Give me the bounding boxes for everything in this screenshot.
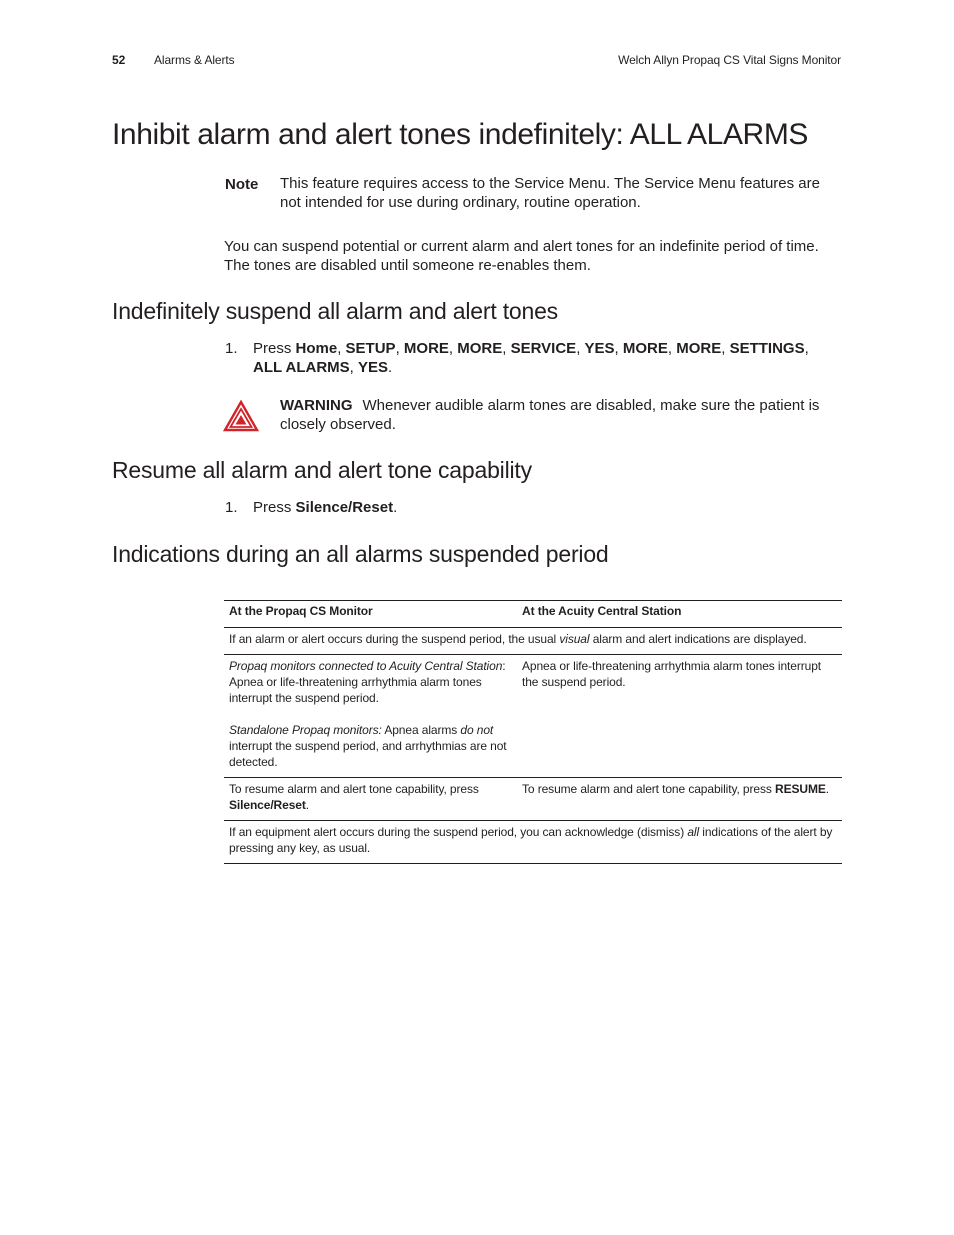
cell-text: To resume alarm and alert tone capability, press: [522, 782, 772, 796]
cell-emphasis: Propaq monitors connected to Acuity Central Station: [229, 659, 503, 673]
page-number: 52: [112, 53, 126, 67]
key-silence-reset: Silence/Reset: [295, 499, 394, 516]
table-cell: [224, 628, 842, 655]
cell-text: : Apnea or life-threatening arrhythmia alarm tones interrupt the suspend period.: [229, 659, 506, 705]
table-cell: Apnea or life-threatening arrhythmia alarm tones interrupt the suspend period.: [517, 655, 842, 778]
cell-text: If an equipment alert occurs during the suspend period, you can acknowledge (dismiss): [229, 825, 685, 839]
cell-emphasis: all: [687, 825, 700, 839]
note-text: This feature requires access to the Service Menu. The Service Menu features are not intended for use during ordinary, routine operation.: [280, 175, 820, 211]
indications-table: [224, 600, 842, 864]
key-resume: RESUME: [775, 782, 826, 796]
section-heading-suspend: Indefinitely suspend all alarm and alert tones: [112, 298, 558, 324]
step-body: Press Silence/Reset.: [253, 499, 398, 516]
column-header-central-station: At the Acuity Central Station: [517, 601, 842, 628]
step-resume: [225, 498, 825, 517]
cell-text: interrupt the suspend period, and arrhythmias are not detected.: [229, 739, 507, 769]
key-more: MORE: [676, 340, 722, 357]
warning-icon: [223, 400, 259, 432]
table-row: [224, 628, 842, 655]
warning-block: [280, 396, 840, 434]
product-name: Welch Allyn Propaq CS Vital Signs Monitor: [618, 53, 841, 67]
key-more: MORE: [403, 340, 449, 357]
section-heading-indications: Indications during an all alarms suspended period: [112, 541, 609, 567]
table-row: [224, 655, 842, 778]
key-setup: SETUP: [345, 340, 396, 357]
cell-text: alarm and alert indications are displayed.: [592, 632, 807, 646]
column-header-monitor: At the Propaq CS Monitor: [224, 601, 517, 628]
table-header-row: [224, 601, 842, 628]
section-name: Alarms & Alerts: [154, 53, 235, 67]
intro-paragraph: You can suspend potential or current alarm and alert tones for an indefinite period of time. The tones are disabled until someone re-enables them.: [224, 238, 819, 274]
table-cell: To resume alarm and alert tone capability, press Silence/Reset.: [224, 778, 517, 821]
cell-emphasis: do not: [460, 723, 494, 737]
warning-label: WARNING: [280, 397, 353, 414]
section-heading-resume: Resume all alarm and alert tone capability: [112, 457, 532, 483]
cell-text: If an alarm or alert occurs during the suspend period, the usual: [229, 632, 557, 646]
key-more: MORE: [457, 340, 503, 357]
cell-emphasis: Standalone Propaq monitors:: [229, 723, 382, 737]
cell-text: Apnea alarms: [384, 723, 458, 737]
step-number: 1.: [225, 340, 238, 357]
cell-emphasis: visual: [559, 632, 590, 646]
key-more: MORE: [622, 340, 668, 357]
key-silence-reset: Silence/Reset: [229, 798, 306, 812]
key-yes: YES: [584, 340, 615, 357]
step-prefix: Press: [253, 499, 292, 516]
page-title: Inhibit alarm and alert tones indefinitely: ALL ALARMS: [112, 118, 809, 151]
key-yes: YES: [358, 359, 389, 376]
table-row: [224, 778, 842, 821]
table-row: [224, 821, 842, 864]
step-body: Press Home, SETUP, MORE, MORE, SERVICE, YES, MORE, MORE, SETTINGS, ALL ALARMS, YES.: [253, 340, 809, 376]
key-home: Home: [295, 340, 338, 357]
key-service: SERVICE: [510, 340, 577, 357]
table-cell: To resume alarm and alert tone capability, press RESUME.: [517, 778, 842, 821]
table-cell: [224, 821, 842, 864]
note-label: Note: [225, 176, 259, 193]
table-cell: [224, 655, 517, 778]
key-settings: SETTINGS: [729, 340, 805, 357]
key-all-alarms: ALL ALARMS: [253, 359, 350, 376]
cell-text: To resume alarm and alert tone capability, press: [229, 782, 479, 796]
warning-text: Whenever audible alarm tones are disabled, make sure the patient is closely observed.: [280, 397, 820, 433]
cell-text: indications of the alert by pressing any key, as usual.: [229, 825, 833, 855]
step-number: 1.: [225, 499, 238, 516]
step-prefix: Press: [253, 340, 292, 357]
step-suspend: [225, 339, 825, 377]
